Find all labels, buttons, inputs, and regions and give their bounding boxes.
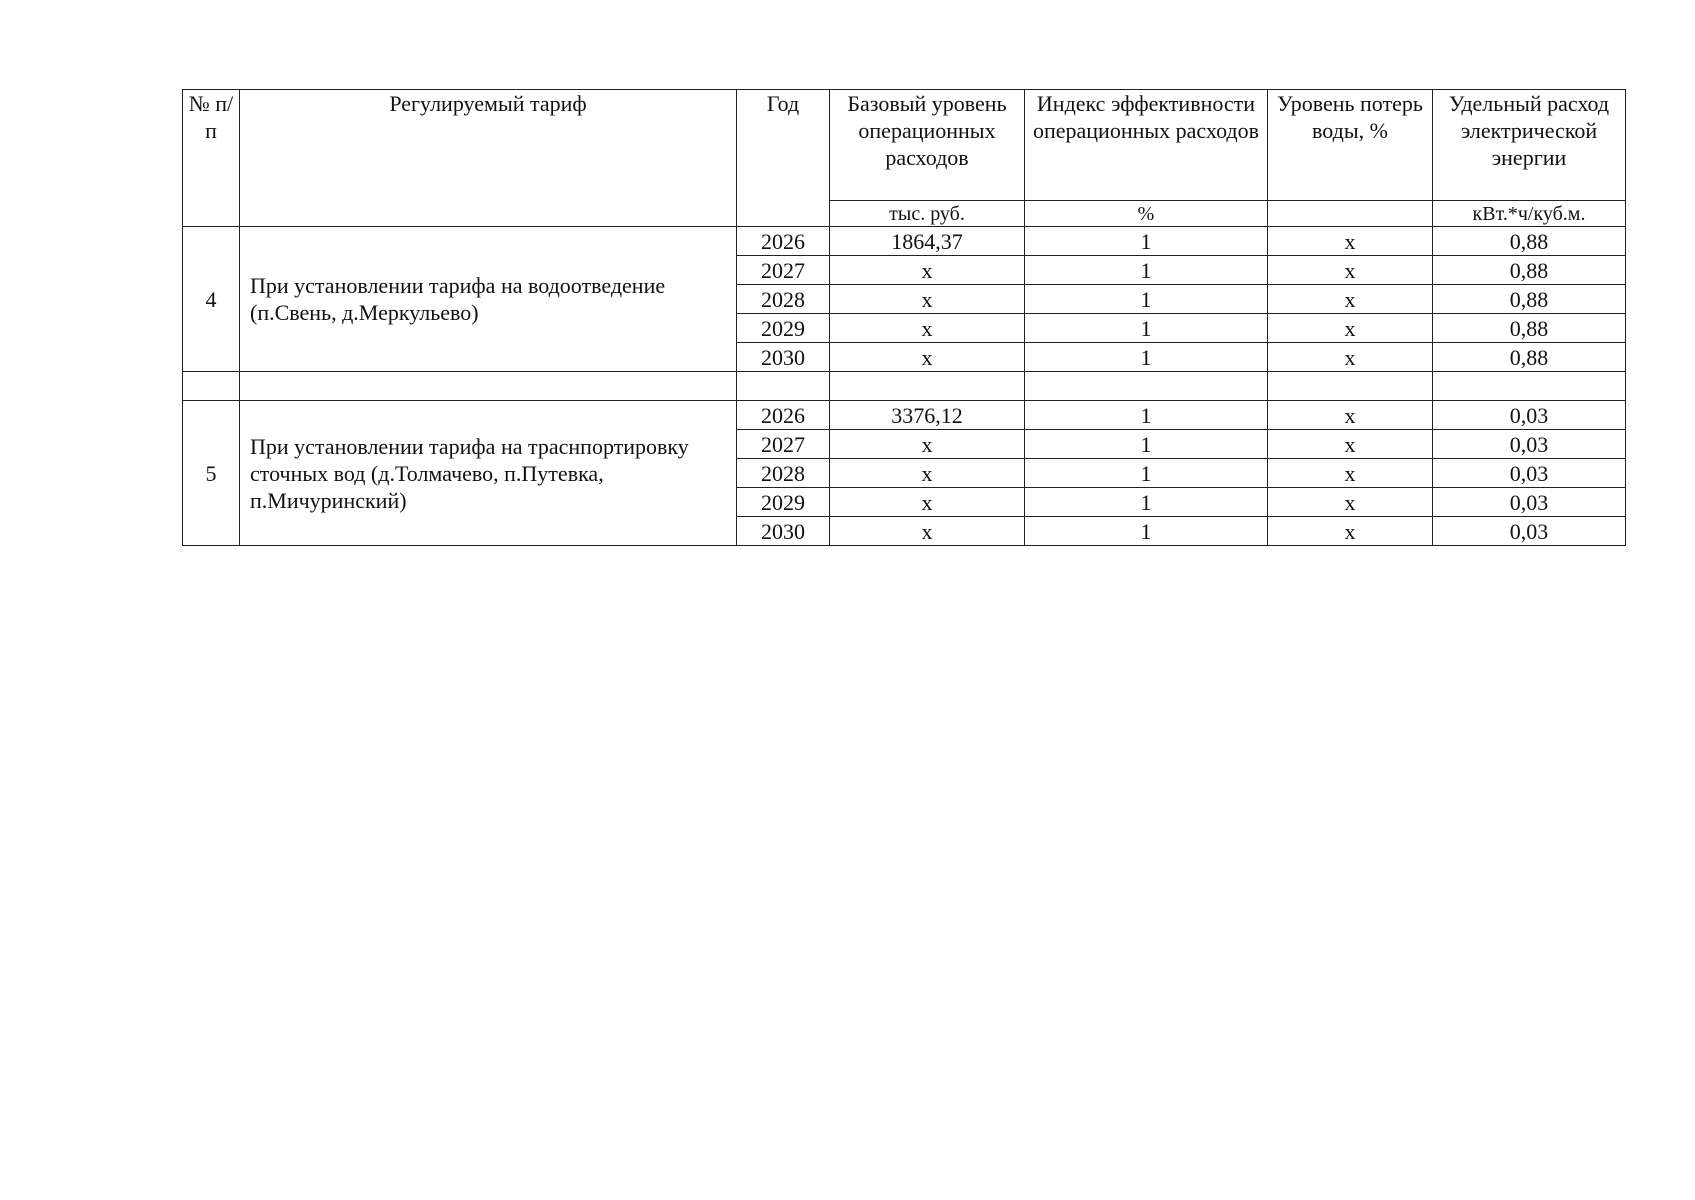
cell-index: 1 <box>1025 430 1268 459</box>
cell-index: 1 <box>1025 343 1268 372</box>
group-number: 4 <box>183 227 240 372</box>
cell-energy: 0,03 <box>1433 430 1626 459</box>
cell-year: 2026 <box>737 401 830 430</box>
cell-energy: 0,03 <box>1433 401 1626 430</box>
empty-cell <box>1433 372 1626 401</box>
header-year: Год <box>737 90 830 227</box>
cell-base: х <box>830 314 1025 343</box>
table-body <box>183 227 1626 546</box>
cell-loss: х <box>1268 314 1433 343</box>
cell-loss: х <box>1268 256 1433 285</box>
header-efficiency-index: Индекс эффективности операционных расходов <box>1025 90 1268 201</box>
tariff-table <box>182 89 1626 546</box>
table-row <box>183 227 1626 256</box>
cell-loss: х <box>1268 343 1433 372</box>
cell-loss: х <box>1268 401 1433 430</box>
cell-energy: 0,88 <box>1433 314 1626 343</box>
header-num: № п/п <box>183 90 240 227</box>
cell-loss: х <box>1268 459 1433 488</box>
header-water-loss: Уровень потерь воды, % <box>1268 90 1433 201</box>
cell-index: 1 <box>1025 517 1268 546</box>
cell-year: 2030 <box>737 343 830 372</box>
cell-energy: 0,03 <box>1433 517 1626 546</box>
unit-energy-consumption: кВт.*ч/куб.м. <box>1433 201 1626 227</box>
cell-index: 1 <box>1025 314 1268 343</box>
cell-year: 2029 <box>737 488 830 517</box>
cell-energy: 0,03 <box>1433 488 1626 517</box>
unit-base-opex: тыс. руб. <box>830 201 1025 227</box>
cell-base: х <box>830 256 1025 285</box>
empty-cell <box>240 372 737 401</box>
header-base-opex: Базовый уровень операционных расходов <box>830 90 1025 201</box>
cell-base: х <box>830 343 1025 372</box>
cell-index: 1 <box>1025 401 1268 430</box>
separator-row <box>183 372 1626 401</box>
unit-efficiency-index: % <box>1025 201 1268 227</box>
tariff-name: При установлении тарифа на траснпортировку сточных вод (д.Толмачево, п.Путевка, п.Мичуринский) <box>240 401 737 546</box>
header-energy-consumption: Удельный расход электрической энергии <box>1433 90 1626 201</box>
cell-loss: х <box>1268 227 1433 256</box>
cell-index: 1 <box>1025 256 1268 285</box>
cell-energy: 0,88 <box>1433 285 1626 314</box>
empty-cell <box>1268 372 1433 401</box>
empty-cell <box>830 372 1025 401</box>
header-tariff: Регулируемый тариф <box>240 90 737 227</box>
cell-loss: х <box>1268 517 1433 546</box>
cell-base: х <box>830 459 1025 488</box>
cell-base: х <box>830 285 1025 314</box>
group-number: 5 <box>183 401 240 546</box>
cell-base: х <box>830 488 1025 517</box>
cell-year: 2028 <box>737 285 830 314</box>
cell-base: 1864,37 <box>830 227 1025 256</box>
cell-loss: х <box>1268 488 1433 517</box>
cell-base: х <box>830 430 1025 459</box>
cell-loss: х <box>1268 430 1433 459</box>
cell-energy: 0,88 <box>1433 256 1626 285</box>
cell-base: 3376,12 <box>830 401 1025 430</box>
empty-cell <box>183 372 240 401</box>
cell-year: 2026 <box>737 227 830 256</box>
cell-energy: 0,88 <box>1433 343 1626 372</box>
cell-year: 2027 <box>737 256 830 285</box>
unit-water-loss <box>1268 201 1433 227</box>
cell-index: 1 <box>1025 488 1268 517</box>
table-header <box>183 90 1626 227</box>
cell-year: 2030 <box>737 517 830 546</box>
cell-index: 1 <box>1025 285 1268 314</box>
empty-cell <box>737 372 830 401</box>
cell-year: 2028 <box>737 459 830 488</box>
cell-loss: х <box>1268 285 1433 314</box>
cell-year: 2029 <box>737 314 830 343</box>
cell-index: 1 <box>1025 459 1268 488</box>
empty-cell <box>1025 372 1268 401</box>
cell-energy: 0,03 <box>1433 459 1626 488</box>
cell-index: 1 <box>1025 227 1268 256</box>
tariff-name: При установлении тарифа на водоотведение (п.Свень, д.Меркульево) <box>240 227 737 372</box>
cell-base: х <box>830 517 1025 546</box>
table-row <box>183 401 1626 430</box>
cell-year: 2027 <box>737 430 830 459</box>
cell-energy: 0,88 <box>1433 227 1626 256</box>
